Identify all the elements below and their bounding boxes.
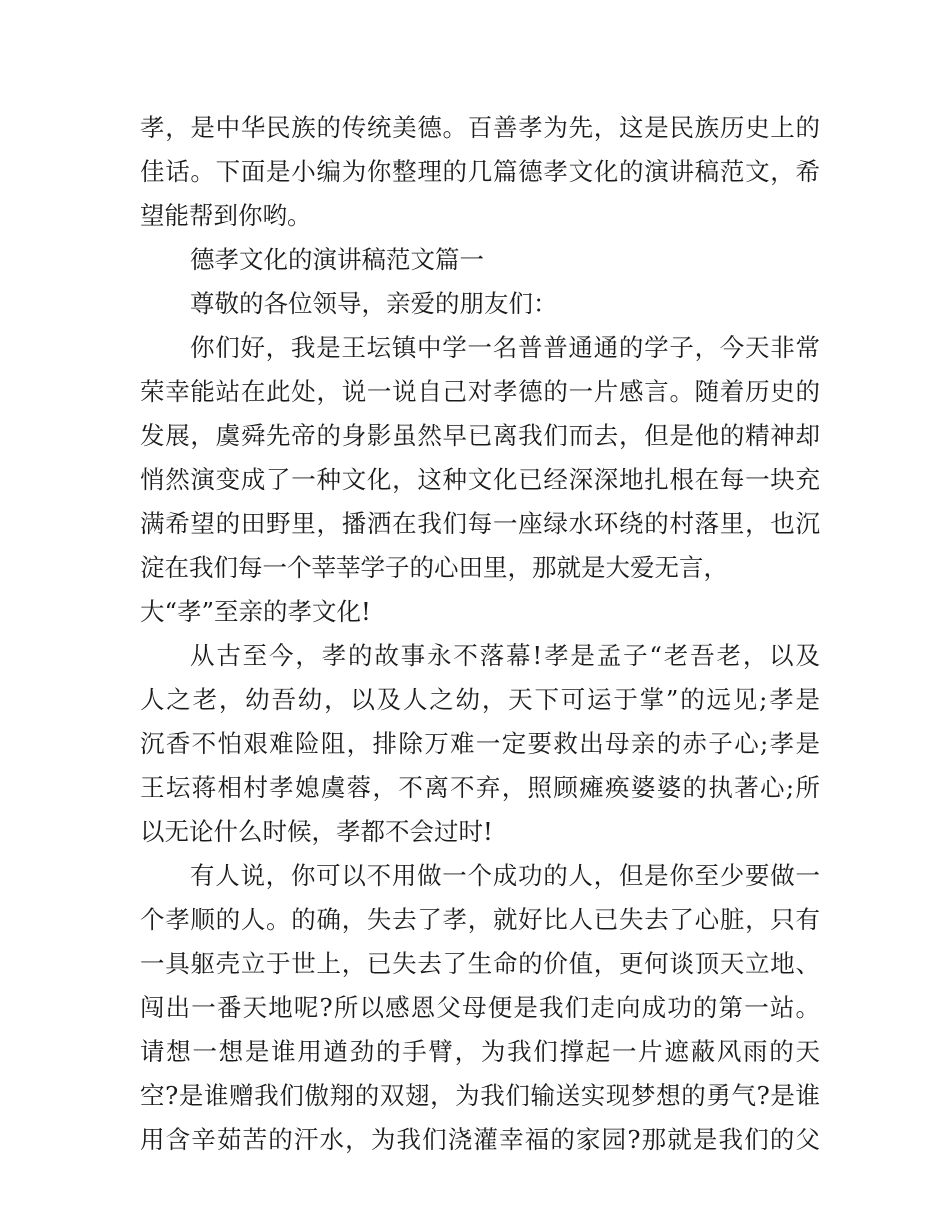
text-line: 悄然演变成了一种文化，这种文化已经深深地扎根在每一块充 (140, 465, 820, 494)
section-heading: 德孝文化的演讲稿范文篇一 (190, 245, 484, 274)
text-line: 有人说，你可以不用做一个成功的人，但是你至少要做一 (190, 861, 820, 890)
text-line: 孝，是中华民族的传统美德。百善孝为先，这是民族历史上的 (140, 113, 820, 142)
text-line: 大“孝”至亲的孝文化! (140, 597, 371, 626)
text-line: 闯出一番天地呢?所以感恩父母便是我们走向成功的第一站。 (140, 993, 820, 1022)
text-line: 王坛蒋相村孝媳虞蓉，不离不弃，照顾瘫痪婆婆的执著心;所 (140, 773, 820, 802)
text-line: 沉香不怕艰难险阻，排除万难一定要救出母亲的赤子心;孝是 (140, 729, 820, 758)
text-line: 一具躯壳立于世上，已失去了生命的价值，更何谈顶天立地、 (140, 949, 820, 978)
salutation: 尊敬的各位领导，亲爱的朋友们： (190, 289, 558, 318)
text-line: 人之老，幼吾幼，以及人之幼，天下可运于掌”的远见;孝是 (140, 685, 820, 714)
text-line: 佳话。下面是小编为你整理的几篇德孝文化的演讲稿范文，希 (140, 157, 820, 186)
text-line: 望能帮到你哟。 (140, 201, 312, 230)
text-line: 发展，虞舜先帝的身影虽然早已离我们而去，但是他的精神却 (140, 421, 820, 450)
text-line: 荣幸能站在此处，说一说自己对孝德的一片感言。随着历史的 (140, 377, 820, 406)
text-line: 从古至今，孝的故事永不落幕!孝是孟子“老吾老，以及 (190, 641, 820, 670)
text-line: 满希望的田野里，播洒在我们每一座绿水环绕的村落里，也沉 (140, 509, 820, 538)
text-line: 用含辛茹苦的汗水，为我们浇灌幸福的家园?那就是我们的父 (140, 1125, 820, 1154)
text-line: 淀在我们每一个莘莘学子的心田里，那就是大爱无言， (140, 553, 728, 582)
text-line: 空?是谁赠我们傲翔的双翅，为我们输送实现梦想的勇气?是谁 (140, 1081, 820, 1110)
text-line: 个孝顺的人。的确，失去了孝，就好比人已失去了心脏，只有 (140, 905, 820, 934)
text-line: 请想一想是谁用遒劲的手臂，为我们撑起一片遮蔽风雨的天 (140, 1037, 820, 1066)
text-line: 你们好，我是王坛镇中学一名普普通通的学子，今天非常 (190, 333, 820, 362)
text-line: 以无论什么时候，孝都不会过时! (140, 817, 493, 846)
